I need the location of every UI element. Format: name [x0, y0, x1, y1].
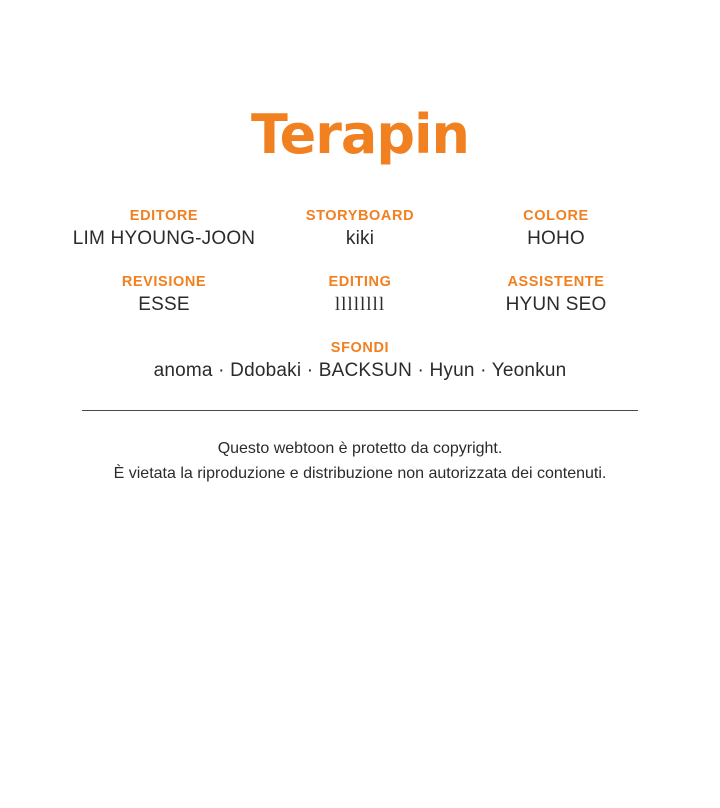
copyright-line-2: È vietata la riproduzione e distribuzione non autorizzata dei contenuti.: [113, 464, 607, 482]
credit-name-value: HOHO: [527, 228, 585, 249]
credit-name-value: anoma · Ddobaki · BACKSUN · Hyun · Yeonkun: [153, 360, 567, 381]
copyright-line-1: Questo webtoon è protetto da copyright.: [217, 440, 503, 457]
credit-name-value: ESSE: [138, 294, 190, 315]
credit-name-value: LIM HYOUNG-JOON: [72, 228, 256, 249]
credit-role-label: STORYBOARD: [305, 208, 415, 224]
credit-role-label: COLORE: [523, 208, 589, 224]
credits-block: [0, 208, 720, 382]
credit-editing: [262, 274, 458, 316]
credit-role-label: REVISIONE: [121, 274, 207, 290]
credit-role-label: SFONDI: [330, 340, 390, 356]
credit-name-value: HYUN SEO: [505, 294, 607, 315]
credits-row: [48, 208, 672, 250]
divider: [82, 410, 638, 411]
credit-name-value: kiki: [345, 228, 375, 249]
credit-revisione: [66, 274, 262, 316]
credit-storyboard: [262, 208, 458, 250]
series-logo: Terapin: [251, 103, 469, 166]
credit-editore: [66, 208, 262, 250]
credit-role-label: EDITING: [328, 274, 392, 290]
credits-page: [0, 103, 720, 808]
copyright-notice: [0, 437, 720, 487]
credit-colore: [458, 208, 654, 250]
credit-assistente: [458, 274, 654, 316]
credit-name-value: llllllll: [334, 294, 386, 315]
credits-row-wide: [48, 340, 672, 382]
credits-row: [48, 274, 672, 316]
credit-sfondi: [48, 340, 672, 382]
credit-role-label: ASSISTENTE: [507, 274, 605, 290]
credit-role-label: EDITORE: [129, 208, 199, 224]
